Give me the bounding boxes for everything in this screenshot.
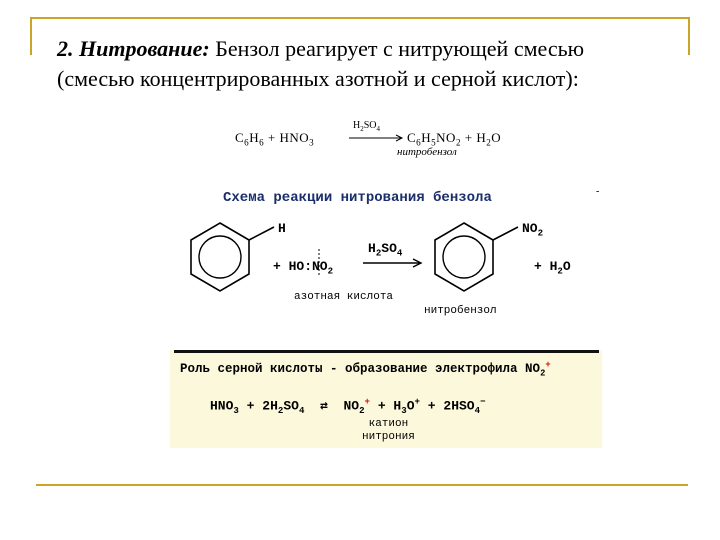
aromatic-circle-2: [443, 236, 485, 278]
scheme-title: Схема реакции нитрования бензола: [223, 190, 492, 206]
electrophile-equation: $HNO_3 + 2H_2SO_4$ ⇄ $NO_2^+ + H_3O^+ + 2HSO_4^-$: [210, 396, 486, 416]
reaction-arrow-icon: [349, 134, 405, 142]
summary-equation: [235, 120, 555, 165]
slide-title: [57, 36, 584, 62]
electrophile-title: Роль серной кислоты - образование электрофила $NO_2^+$: [180, 360, 551, 379]
bottom-frame-line: [36, 484, 688, 486]
equation-products: $C_6H_5NO_2 + H_2O$: [407, 130, 502, 148]
hydrogen-label: H: [278, 221, 286, 236]
nitronium-cation-label: [362, 418, 415, 444]
nitrobenzene-ring: [435, 223, 493, 291]
slide-subtitle: (смесью концентрированных азотной и серной кислот):: [57, 66, 579, 91]
equation-reactants: $C_6H_6 + HNO_3$: [235, 130, 315, 148]
scheme-catalyst: $H_2SO_4$: [368, 241, 403, 259]
reaction-scheme: [180, 205, 600, 335]
c-n-bond: [493, 227, 518, 240]
electrophile-box: [170, 350, 602, 448]
top-frame-line: [30, 17, 690, 19]
stray-dash: -: [596, 186, 600, 197]
title-lead: 2. Нитрование:: [57, 36, 210, 61]
cation-word: катион: [368, 418, 409, 430]
title-rest: Бензол реагирует с нитрующей смесью: [209, 36, 585, 61]
nitronium-word: нитрония: [362, 431, 415, 443]
equation-catalyst: $H_2SO_4$: [353, 120, 381, 133]
box-top-rule: [174, 350, 599, 353]
c-h-bond: [249, 227, 274, 240]
reagent-name: азотная кислота: [294, 291, 394, 303]
nitro-group-label: $NO_2$: [522, 221, 544, 239]
scheme-product-name: нитробензол: [424, 305, 497, 317]
left-frame-line: [30, 17, 32, 55]
nitric-acid-formula: + $HO:NO_2$: [273, 259, 334, 277]
water-label: + $H_2O$: [534, 259, 571, 277]
equation-product-name: нитробензол: [397, 146, 457, 158]
aromatic-circle: [199, 236, 241, 278]
right-frame-line: [688, 17, 690, 55]
